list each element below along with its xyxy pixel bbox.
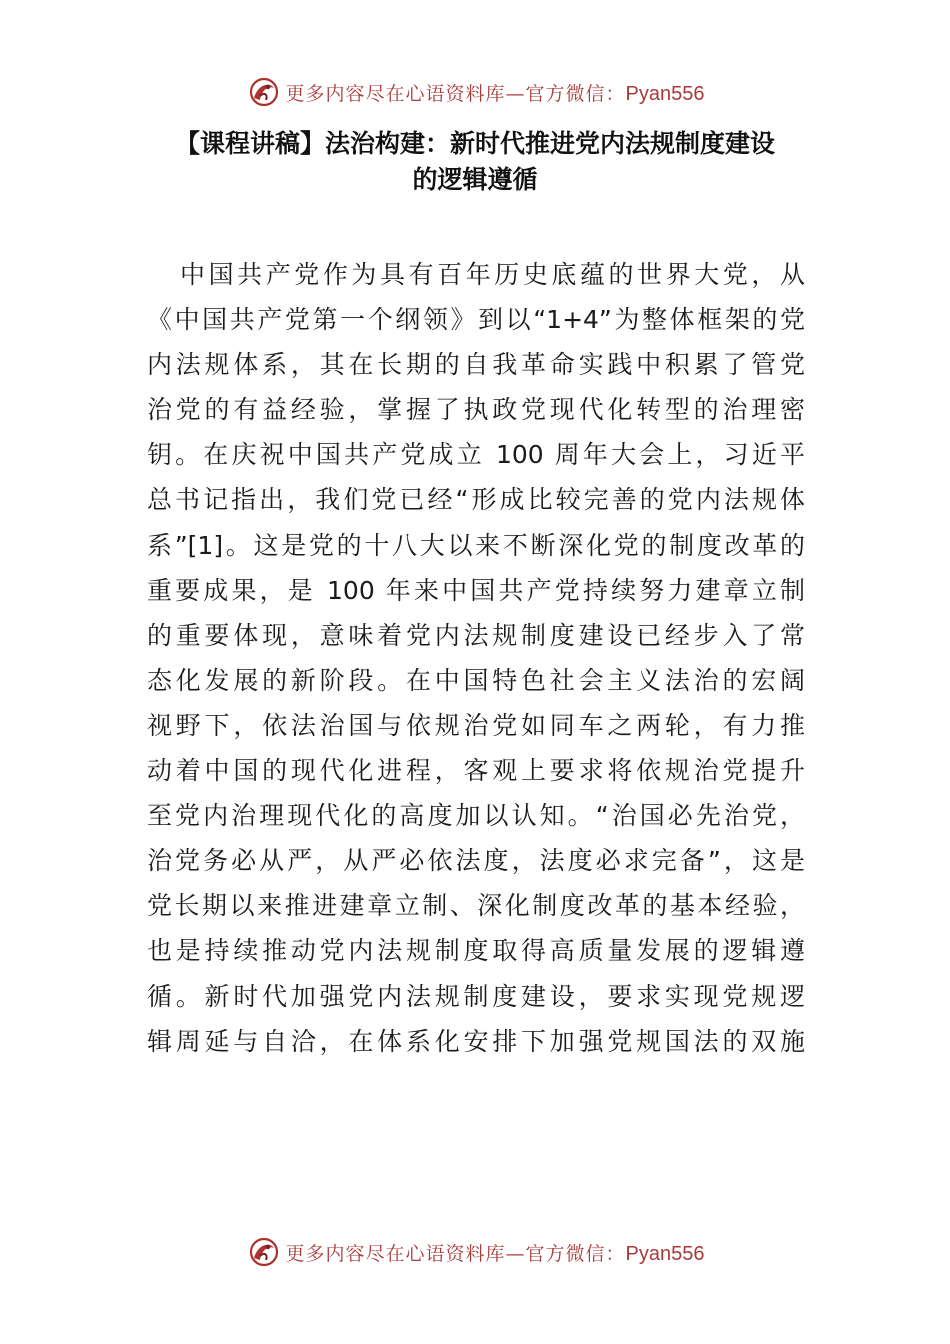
footer-banner (0, 1232, 950, 1272)
body-line: 态化发展的新阶段。在中国特色社会主义法治的宏阔 (147, 665, 805, 695)
body-line: 党长期以来推进建章立制、深化制度改革的基本经验， (147, 891, 805, 921)
footer-banner-text: 更多内容尽在心语资料库—官方微信：Pyan556 (285, 1242, 705, 1265)
body-line: 动着中国的现代化进程，客观上要求将依规治党提升 (147, 756, 805, 786)
body-line: 中国共产党作为具有百年历史底蕴的世界大党，从 (180, 260, 805, 289)
header-banner (0, 72, 950, 112)
body-line: 系”[1]。这是党的十八大以来不断深化党的制度改革的 (147, 530, 805, 560)
body-line: 《中国共产党第一个纲领》到以“1+4”为整体框架的党 (147, 305, 805, 335)
body-line: 循。新时代加强党内法规制度建设，要求实现党规逻 (147, 981, 805, 1011)
title-line-2: 的逻辑遵循 (412, 165, 538, 194)
body-paragraph (147, 252, 805, 1064)
swirl-logo-icon (246, 1234, 282, 1270)
swirl-logo-icon (246, 74, 282, 110)
title-line-1: 【课程讲稿】法治构建：新时代推进党内法规制度建设 (174, 129, 775, 158)
body-line: 治党务必从严，从严必依法度，法度必求完备”，这是 (147, 846, 805, 876)
body-line: 视野下，依法治国与依规治党如同车之两轮，有力推 (147, 710, 805, 740)
body-line: 内法规体系，其在长期的自我革命实践中积累了管党 (147, 350, 805, 380)
body-line: 重要成果，是 100 年来中国共产党持续努力建章立制 (147, 575, 805, 605)
body-line: 的重要体现，意味着党内法规制度建设已经步入了常 (147, 620, 805, 650)
body-line: 至党内治理现代化的高度加以认知。“治国必先治党， (147, 801, 805, 831)
body-line: 辑周延与自洽，在体系化安排下加强党规国法的双施 (147, 1026, 805, 1056)
body-line: 钥。在庆祝中国共产党成立 100 周年大会上，习近平 (147, 440, 805, 470)
body-line: 总书记指出，我们党已经“形成比较完善的党内法规体 (147, 485, 805, 515)
body-line: 也是持续推动党内法规制度取得高质量发展的逻辑遵 (147, 936, 805, 966)
body-line: 治党的有益经验，掌握了执政党现代化转型的治理密 (147, 395, 805, 425)
header-banner-text: 更多内容尽在心语资料库—官方微信：Pyan556 (285, 82, 705, 105)
document-title (140, 126, 810, 198)
